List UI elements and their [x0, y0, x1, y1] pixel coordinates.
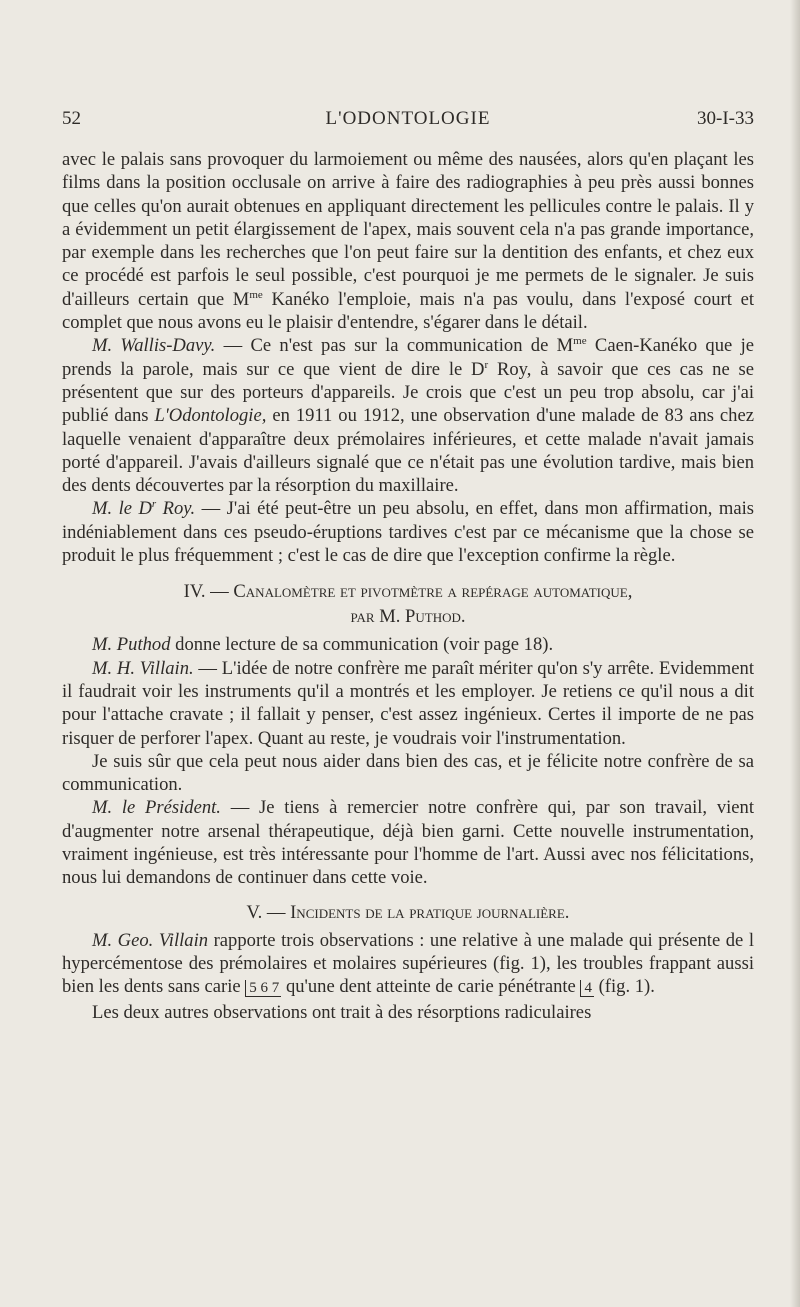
speaker-name: M. Puthod — [92, 634, 171, 656]
issue-date: 30-I-33 — [697, 108, 754, 129]
speaker-name: M. Geo. Villain — [92, 929, 209, 951]
paragraph-1: avec le palais sans provoquer du larmoiement ou même des nausées, alors qu'en plaçant les films dans la position occlusale on arrive à faire des radiographies à peu près aussi bonnes que celles qu'on aurait obtenues en appliquant directement les pellicules contre le palais. Il y a évidemment un petit élargissement de l'apex, mais souvent cela n'a pas grande importance, par exemple dans les recherches que l'on peut faire sur la dentition des enfants, et chez eux ce procédé est parfois le seul possible, c'est pourquoi je me permets de le signaler. Je suis d'ailleurs certain que $M^{me}$ Kanéko l'emploie, mais n'a pas voulu, dans l'exposé court et complet que nous avons eu le plaisir d'entendre, s'égarer dans le détail. — [62, 149, 755, 334]
speaker-name: M. H. Villain. — [92, 657, 194, 679]
tooth-notation: 4 — [580, 980, 594, 997]
article-body — [62, 148, 754, 1024]
section-heading-iv: IV. — Canalomètre et pivotmètre a repérage automatique, par M. Puthod. — [62, 579, 754, 629]
paragraph-8: M. Geo. Villain rapporte trois observations : une relative à une malade qui présente de l hypercémentose des prémolaires et molaires supérieures (fig. 1), les troubles frappant aussi bien les dents sans carie 5 6 7 qu'une dent atteinte de carie pénétrante 4 (fig. 1). — [62, 929, 754, 998]
paragraph-6: Je suis sûr que cela peut nous aider dans bien des cas, et je félicite notre confrère de sa communication. — [62, 750, 754, 796]
journal-title: L'ODONTOLOGIE — [325, 108, 491, 129]
journal-reference: L'Odontologie, — [154, 405, 267, 427]
running-header — [62, 108, 754, 138]
paragraph-5: M. H. Villain. — L'idée de notre confrère me paraît mériter qu'on s'y arrête. Evidemment il faudrait voir les instruments qu'il a montrés et les employer. Je retiens ce qu'il nous a dit pour l'attache cravate ; il fallait y penser, c'est assez ingénieux. Certes il importe de ne pas risquer de perforer l'apex. Quant au reste, je voudrais voir l'instrumentation. — [62, 657, 754, 749]
speaker-name: M. Wallis-Davy. — [92, 335, 216, 357]
section-author: par M. Puthod. — [350, 606, 466, 628]
paragraph-9: Les deux autres observations ont trait à des résorptions radiculaires — [92, 1001, 592, 1023]
paragraph-3: M. le $D^r$ Roy. — J'ai été peut-être un peu absolu, en effet, dans mon affirmation, mais indéniablement dans ces pseudo-éruptions tardives c'est par ce mécanisme que la chose se produit le plus fréquemment ; c'est le cas de dire que l'exception confirme la règle. — [62, 498, 754, 567]
tooth-notation: 5 6 7 — [245, 980, 281, 997]
paragraph-4: M. Puthod donne lecture de sa communication (voir page 18). — [92, 634, 554, 656]
page-number: 52 — [62, 108, 81, 129]
section-heading-v: V. — Incidents de la pratique journalière. — [246, 901, 570, 923]
paragraph-2: M. Wallis-Davy. — Ce n'est pas sur la communication de $M^{me}$ Caen-Kanéko que je prends la parole, mais sur ce que vient de dire le $D^r$ Roy, à savoir que ces cas ne se présentent que sur des porteurs d'appareils. Je crois que c'est un peu trop absolu, car j'ai publié dans L'Odontologie, en 1911 ou 1912, une observation d'une malade de 83 ans chez laquelle venaient d'apparaître deux prémolaires inférieures, et cette malade n'avait jamais porté d'appareil. J'avais d'ailleurs signalé que ce n'était pas une évolution tardive, mais bien des dents découvertes par la résorption du maxillaire. — [62, 335, 755, 497]
speaker-name: M. le Président. — [92, 797, 221, 819]
speaker-name: M. le $D^r$ Roy. — [92, 498, 196, 520]
paragraph-7: M. le Président. — Je tiens à remercier notre confrère qui, par son travail, vient d'augmenter notre arsenal thérapeutique, déjà bien garni. Cette nouvelle instrumentation, vraiment ingénieuse, est très intéressante pour l'homme de l'art. Aussi avec nos félicitations, nous lui demandons de continuer dans cette voie. — [62, 797, 755, 889]
